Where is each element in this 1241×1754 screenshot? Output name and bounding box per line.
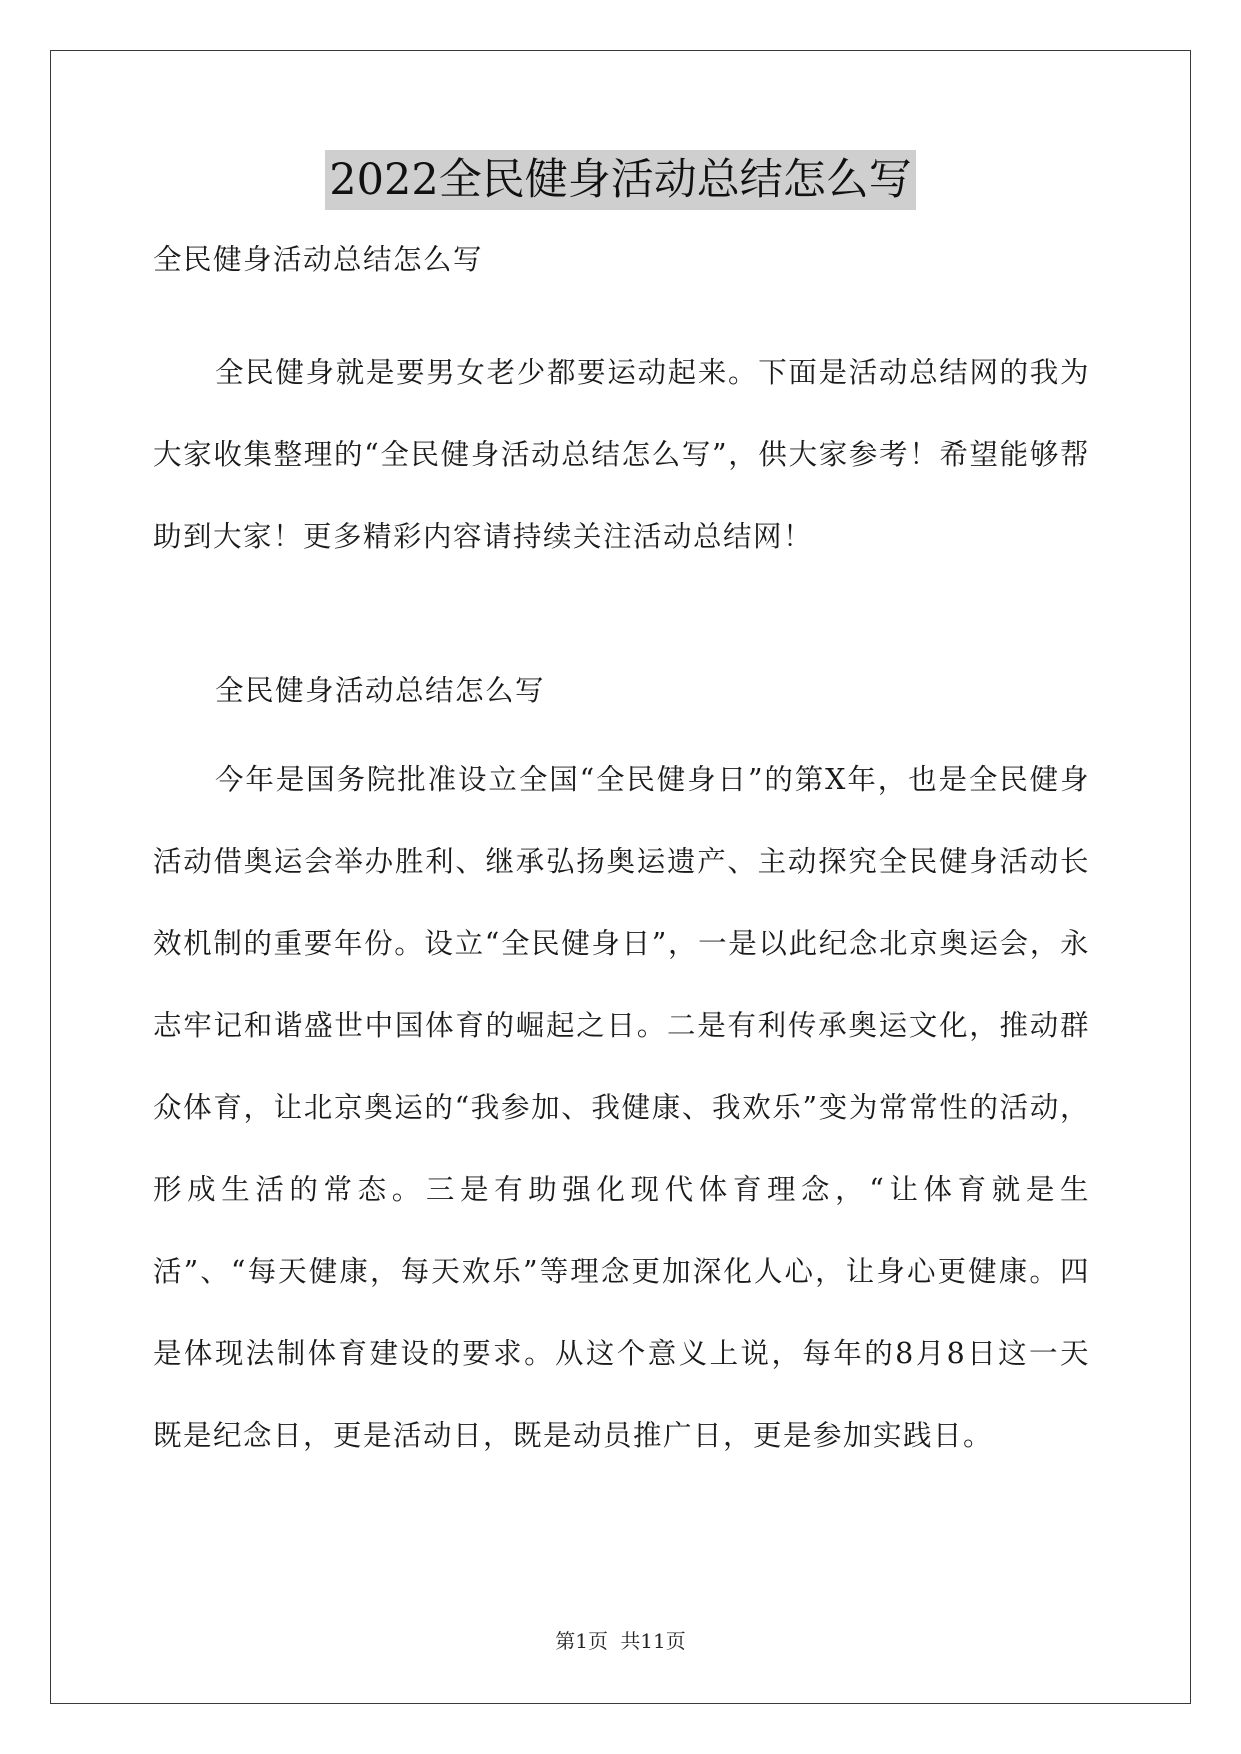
section-heading: 全民健身活动总结怎么写 [215,674,546,707]
body-paragraph: 今年是国务院批准设立全国“全民健身日”的第X年，也是全民健身活动借奥运会举办胜利、继承弘扬奥运遗产、主动探究全民健身活动长效机制的重要年份。设立“全民健身日”，一是以此纪念北京奥运会，永志牢记和谐盛世中国体育的崛起之日。二是有利传承奥运文化，推动群众体育，让北京奥运的“我参加、我健康、我欢乐”变为常常性的活动，形成生活的常态。三是有助强化现代体育理念，“让体育就是生活”、“每天健康，每天欢乐”等理念更加深化人心，让身心更健康。四是体现法制体育建设的要求。从这个意义上说，每年的8月8日这一天既是纪念日，更是活动日，既是动员推广日，更是参加实践日。 [153,763,1090,1452]
page-number: 第1页 [555,1629,608,1653]
page-footer [0,1628,1241,1654]
document-subtitle: 全民健身活动总结怎么写 [153,243,484,276]
document-title: 2022全民健身活动总结怎么写 [325,150,915,210]
page-total: 共11页 [620,1629,686,1653]
title-container [0,150,1241,210]
intro-paragraph: 全民健身就是要男女老少都要运动起来。下面是活动总结网的我为大家收集整理的“全民健身活动总结怎么写”，供大家参考！希望能够帮助到大家！更多精彩内容请持续关注活动总结网！ [153,356,1090,553]
